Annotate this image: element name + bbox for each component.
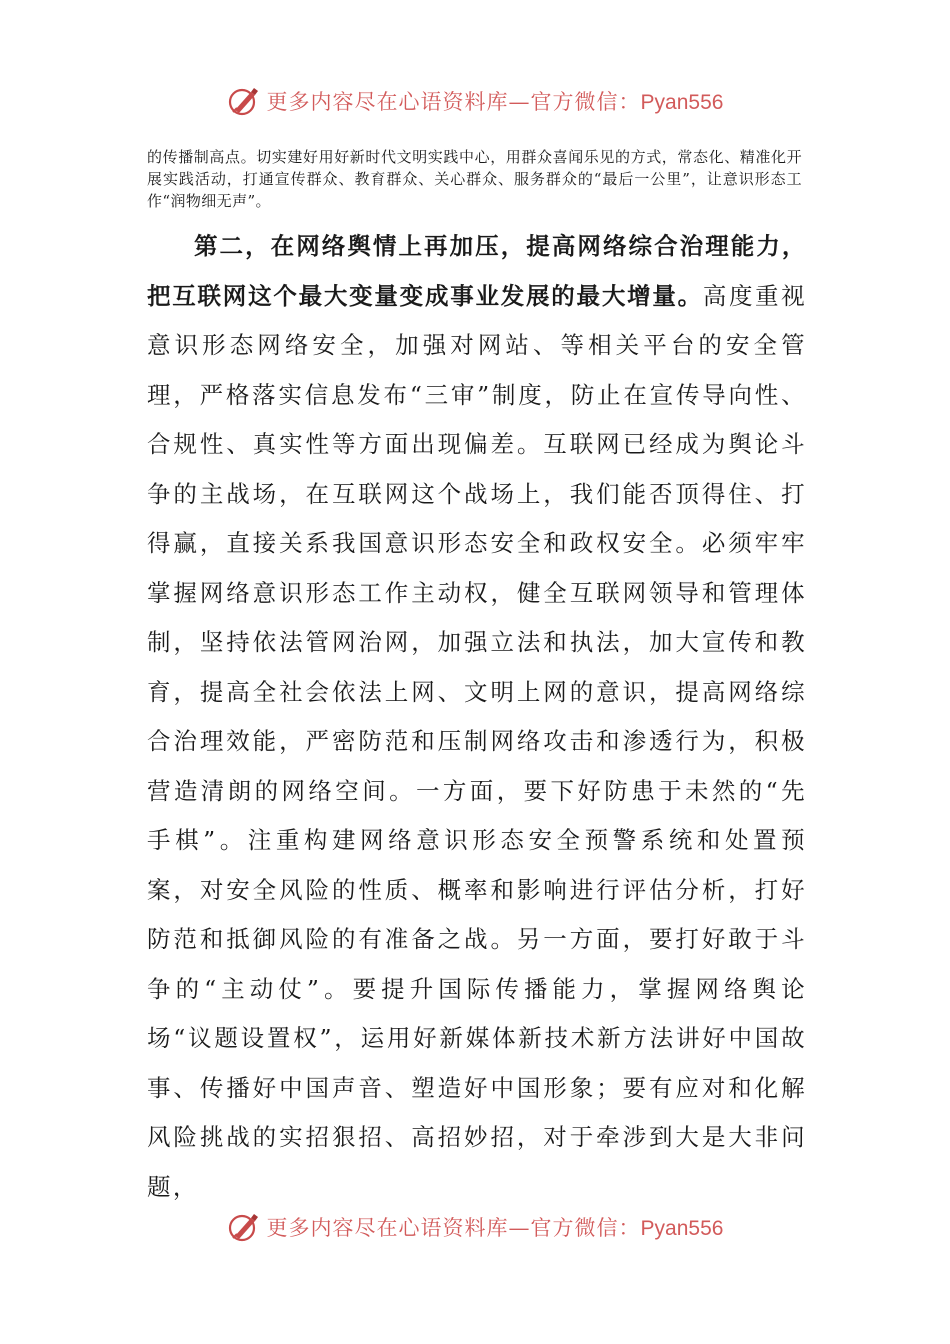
watermark-wechat-id: Pyan556: [640, 1217, 724, 1240]
watermark-text: 更多内容尽在心语资料库—官方微信：Pyan556: [266, 1216, 724, 1240]
watermark-text: 更多内容尽在心语资料库—官方微信：Pyan556: [266, 90, 724, 114]
section-body: 高度重视意识形态网络安全，加强对网站、等相关平台的安全管理，严格落实信息发布“三审”制度，防止在宣传导向性、合规性、真实性等方面出现偏差。互联网已经成为舆论斗争的主战场，在互联网这个战场上，我们能否顶得住、打得赢，直接关系我国意识形态安全和政权安全。必须牢牢掌握网络意识形态工作主动权，健全互联网领导和管理体制，坚持依法管网治网，加强立法和执法，加大宣传和教育，提高全社会依法上网、文明上网的意识，提高网络综合治理效能，严密防范和压制网络攻击和渗透行为，积极营造清朗的网络空间。一方面，要下好防患于未然的“先手棋”。注重构建网络意识形态安全预警系统和处置预案，对安全风险的性质、概率和影响进行评估分析，打好防范和抵御风险的有准备之战。另一方面，要打好敢于斗争的“主动仗”。要提升国际传播能力，掌握网络舆论场“议题设置权”，运用好新媒体新技术新方法讲好中国故事、传播好中国声音、塑造好中国形象；要有应对和化解风险挑战的实招狠招、高招妙招，对于牵涉到大是大非问题，: [147, 281, 807, 1201]
pen-circle-icon: [227, 84, 261, 118]
carryover-paragraph: 的传播制高点。切实建好用好新时代文明实践中心，用群众喜闻乐见的方式，常态化、精准化开展实践活动，打通宣传群众、教育群众、关心群众、服务群众的“最后一公里”，让意识形态工作“润物细无声”。: [147, 148, 802, 210]
pen-circle-icon: [227, 1210, 261, 1244]
footer-watermark: [0, 1210, 950, 1244]
watermark-wechat-id: Pyan556: [640, 91, 724, 114]
section-paragraph: [147, 222, 807, 1212]
section-heading: 第二，在网络舆情上再加压，提高网络综合治理能力，把互联网这个最大变量变成事业发展的最大增量。: [147, 232, 807, 310]
header-watermark: [0, 84, 950, 118]
